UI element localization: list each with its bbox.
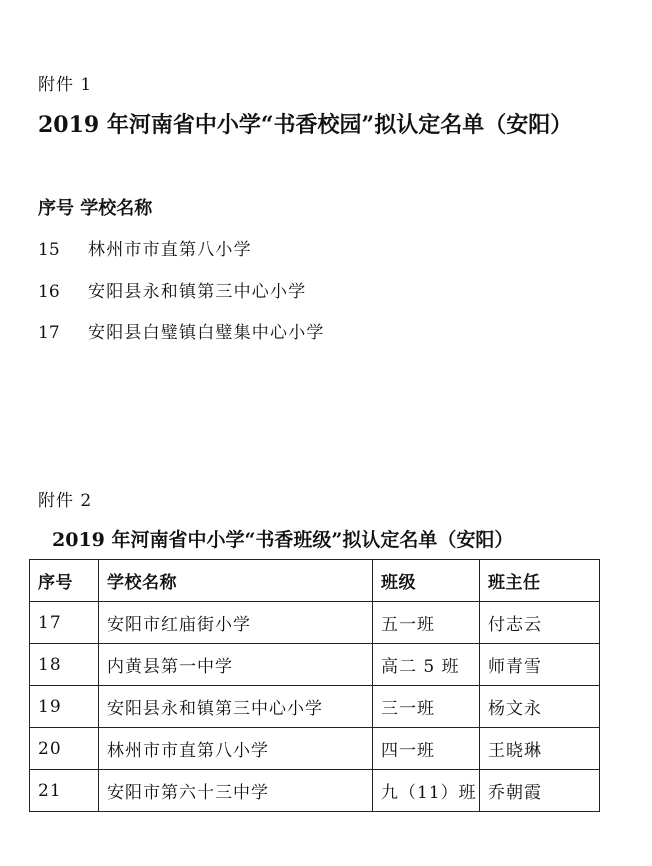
cell-number: 18 — [30, 644, 99, 686]
attachment2-title: 2019 年河南省中小学“书香班级”拟认定名单（安阳） — [52, 529, 514, 551]
table-row — [30, 602, 600, 644]
cell-school: 林州市市直第八小学 — [99, 728, 373, 770]
table-row — [30, 728, 600, 770]
cell-number: 17 — [30, 602, 99, 644]
attachment1-title: 2019 年河南省中小学“书香校园”拟认定名单（安阳） — [38, 112, 573, 138]
cell-school: 安阳县永和镇第三中心小学 — [99, 686, 373, 728]
column-header-teacher: 班主任 — [480, 560, 600, 602]
list-item-school: 安阳县白璧镇白璧集中心小学 — [88, 323, 325, 343]
cell-number: 19 — [30, 686, 99, 728]
column-header-class: 班级 — [373, 560, 480, 602]
list-item — [38, 277, 306, 302]
cell-school: 安阳市第六十三中学 — [99, 770, 373, 812]
column-header-number: 序号 — [30, 560, 99, 602]
cell-class: 五一班 — [373, 602, 480, 644]
cell-number: 20 — [30, 728, 99, 770]
list-item — [38, 235, 252, 260]
table-row — [30, 644, 600, 686]
table-row — [30, 770, 600, 812]
cell-teacher: 乔朝霞 — [480, 770, 600, 812]
cell-teacher: 王晓琳 — [480, 728, 600, 770]
cell-school: 安阳市红庙街小学 — [99, 602, 373, 644]
list-item-number: 17 — [38, 323, 60, 343]
cell-teacher: 付志云 — [480, 602, 600, 644]
cell-class: 高二 5 班 — [373, 644, 480, 686]
cell-teacher: 杨文永 — [480, 686, 600, 728]
attachment2-label: 附件 2 — [38, 491, 93, 511]
table-row — [30, 686, 600, 728]
list-item-school: 林州市市直第八小学 — [88, 240, 252, 260]
class-roster-table — [29, 559, 600, 812]
cell-class: 九（11）班 — [373, 770, 480, 812]
list-item-number: 16 — [38, 282, 60, 302]
table-header-row — [30, 560, 600, 602]
cell-school: 内黄县第一中学 — [99, 644, 373, 686]
list-item-school: 安阳县永和镇第三中心小学 — [88, 282, 307, 302]
attachment1-list-header: 序号 学校名称 — [38, 198, 153, 219]
cell-class: 四一班 — [373, 728, 480, 770]
attachment1-label: 附件 1 — [38, 75, 93, 95]
cell-number: 21 — [30, 770, 99, 812]
cell-class: 三一班 — [373, 686, 480, 728]
list-item — [38, 318, 325, 343]
cell-teacher: 师青雪 — [480, 644, 600, 686]
column-header-school: 学校名称 — [99, 560, 373, 602]
list-item-number: 15 — [38, 240, 60, 260]
